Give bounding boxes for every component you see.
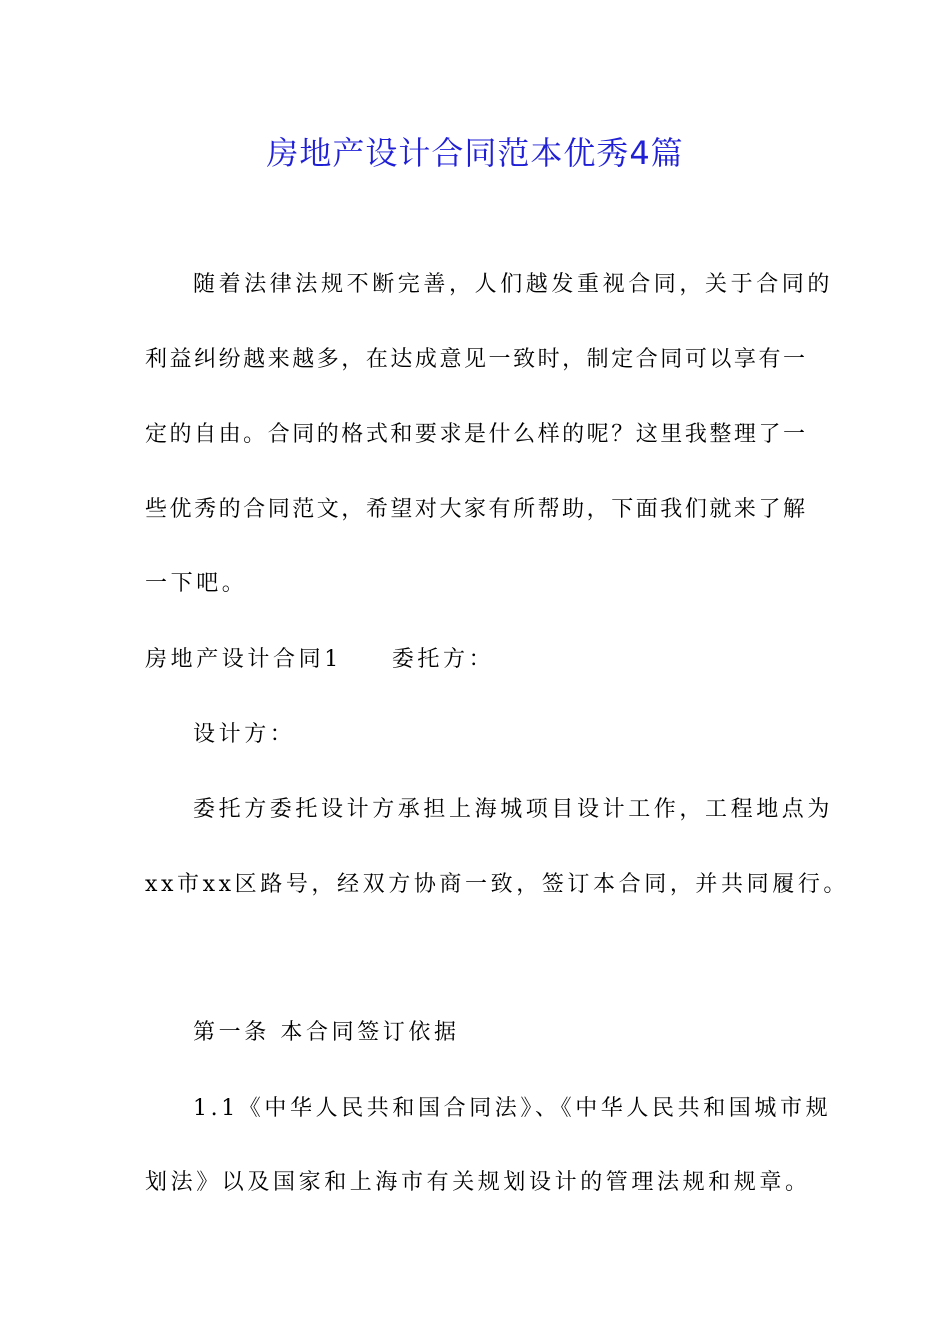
intro-line-1: 随着法律法规不断完善，人们越发重视合同，关于合同的: [193, 272, 834, 297]
intro-line-3: 定的自由。合同的格式和要求是什么样的呢？这里我整理了一: [145, 422, 805, 447]
designer-label: 设计方：: [193, 722, 296, 747]
article-1-item-line-1: 1.1《中华人民共和国合同法》、《中华人民共和国城市规: [193, 1096, 832, 1121]
contract-1-heading: 房地产设计合同1: [145, 647, 342, 672]
clause-intro-line-1: 委托方委托设计方承担上海城项目设计工作，工程地点为: [193, 797, 834, 822]
article-1-heading: 第一条 本合同签订依据: [193, 1020, 460, 1045]
document-title: 房地产设计合同范本优秀4篇: [266, 134, 684, 172]
intro-line-5: 一下吧。: [145, 571, 248, 596]
clause-intro-line-2: xx市xx区路号，经双方协商一致，签订本合同，并共同履行。: [145, 872, 850, 897]
intro-line-2: 利益纠纷越来越多，在达成意见一致时，制定合同可以享有一: [145, 347, 805, 372]
contract-1-heading-line: [145, 645, 805, 675]
intro-line-4: 些优秀的合同范文，希望对大家有所帮助，下面我们就来了解: [145, 497, 805, 522]
client-label: 委托方：: [391, 647, 495, 672]
article-1-item-line-2: 划法》以及国家和上海市有关规划设计的管理法规和规章。: [145, 1170, 811, 1195]
